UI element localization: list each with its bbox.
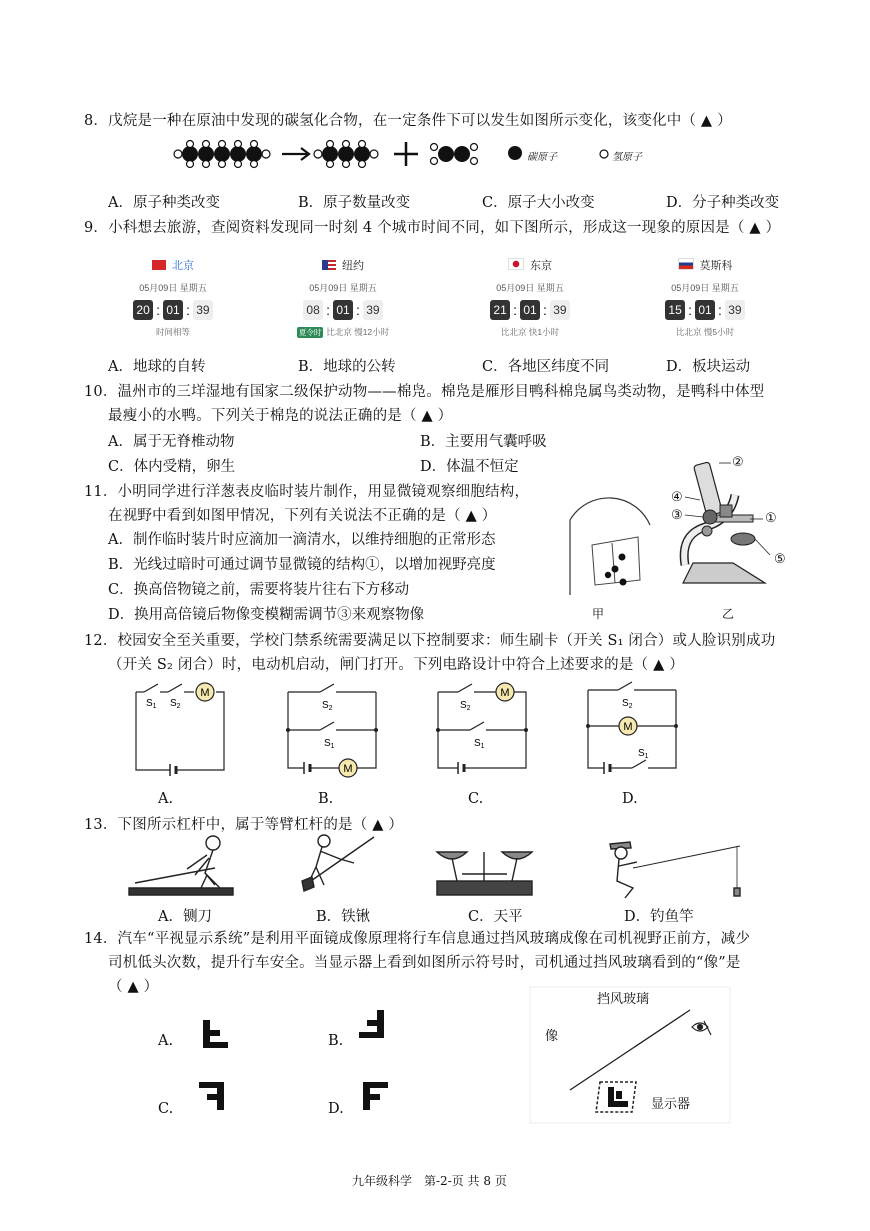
hay-cutter-image [125,833,240,901]
q10-option-b: B．主要用气囊呼吸 [420,434,547,450]
q12-option-a: A. [158,791,174,807]
eye-icon [692,1021,711,1035]
microscope-label-1: ① [765,511,777,526]
minute-digits: 01 [163,300,183,320]
q11-option-c: C．换高倍物镜之前，需要将装片往右下方移动 [108,582,410,598]
propane-molecule [314,141,378,168]
q10-line2: 最瘦小的水鸭。下列关于棉凫的说法正确的是（ ▲ ） [108,408,453,424]
motor-label: M [343,763,353,775]
microscope-diagram [655,455,800,600]
hour-digits: 08 [303,300,323,320]
ethylene-molecule [431,144,478,165]
s1-label: $S_1$ [474,738,485,750]
q12-option-b: B. [318,791,334,807]
second-digits: 39 [193,300,213,320]
q8-text: 8．戊烷是一种在原油中发现的碳氢化合物，在一定条件下可以发生如图所示变化，该变化中（ ▲ ） [84,113,732,129]
hour-digits: 21 [490,300,510,320]
second-digits: 39 [725,300,745,320]
usa-flag-icon [322,260,336,270]
q10-option-a: A．属于无脊椎动物 [108,434,235,450]
city-date: 05月09日 星期五 [139,283,207,293]
city-card-tokyo: 东京 05月09日 星期五 21 : 01 : 39 比北京 快1小时 [455,257,605,347]
image-label: 像 [545,1028,559,1043]
circuit-a [130,680,230,778]
symbol-b [357,1008,387,1040]
legend-hydrogen-label: 氢原子 [612,152,642,163]
page-footer: 九年级科学 第-2-页 共 8 页 [352,1174,507,1188]
q14-line3: （ ▲ ） [108,979,159,995]
microscope-label-2: ② [732,455,744,470]
s2-label: $S_2$ [170,698,181,710]
q8-option-b: B．原子数量改变 [298,195,411,211]
legend-carbon-label: 碳原子 [527,152,557,163]
q10-option-c: C．体内受精，卵生 [108,459,236,475]
windshield-label: 挡风玻璃 [597,991,650,1006]
q13-option-d: D．钓鱼竿 [624,909,694,925]
city-card-beijing: 北京 05月09日 星期五 20 : 01 : 39 时间相等 [98,257,248,347]
city-card-newyork: 纽约 05月09日 星期五 08 : 01 : 39 夏令时 比北京 慢12小时 [268,257,418,347]
q13-option-b: B．铁锹 [316,909,371,925]
motor-label: M [623,721,633,733]
q12-line1: 12．校园安全至关重要，学校门禁系统需要满足以下控制要求：师生刷卡（开关 S₁ 闭合）或人脸识别成功 [84,633,776,649]
hydrogen-legend-icon [600,150,608,158]
city-name: 北京 [172,260,194,272]
q14-line2: 司机低头次数，提升行车安全。当显示器上看到如图所示符号时，司机通过挡风玻璃看到的“像”是 [108,955,741,971]
symbol-d [360,1080,390,1112]
q9-option-a: A．地球的自转 [108,359,206,375]
microscope-label-3: ③ [671,508,683,523]
symbol-c [197,1080,227,1112]
city-card-moscow: 莫斯科 05月09日 星期五 15 : 01 : 39 比北京 慢5小时 [630,257,780,347]
minute-digits: 01 [333,300,353,320]
figure-b-label: 乙 [722,607,735,621]
motor-label: M [200,687,210,699]
q11-option-a: A．制作临时装片时应滴加一滴清水，以维持细胞的正常形态 [108,532,496,548]
fishing-rod-image [605,836,745,901]
hour-digits: 15 [665,300,685,320]
city-date: 05月09日 星期五 [309,283,377,293]
microscope-label-5: ⑤ [774,552,786,567]
symbol-a [200,1018,230,1050]
windshield-line [570,1010,690,1090]
q13-text: 13．下图所示杠杆中，属于等臂杠杆的是（ ▲ ） [84,817,404,833]
q9-option-c: C．各地区纬度不同 [482,359,610,375]
minute-digits: 01 [520,300,540,320]
q14-option-c: C. [158,1101,174,1117]
city-name: 东京 [530,260,552,272]
balance-scale-image [432,836,537,898]
motor-label: M [500,687,510,699]
q8-option-c: C．原子大小改变 [482,195,595,211]
display-label: 显示器 [651,1096,691,1111]
second-digits: 39 [363,300,383,320]
time-difference-note: 时间相等 [155,327,190,337]
s2-label: $S_2$ [322,700,333,712]
q9-text: 9．小科想去旅游，查阅资料发现同一时刻 4 个城市时间不同，如下图所示，形成这一现象的原因是（ ▲ ） [84,220,781,236]
q10-option-d: D．体温不恒定 [420,459,519,475]
figure-a-label: 甲 [592,607,605,621]
q10-line1: 10．温州市的三垟湿地有国家二级保护动物——棉凫。棉凫是雁形目鸭科棉凫属鸟类动物，是鸭科中体型 [84,384,765,400]
russia-flag-icon [678,258,694,270]
plus-sign [394,142,418,166]
china-flag-icon [152,260,166,270]
q14-option-d: D. [328,1101,344,1117]
s1-label: $S_1$ [324,738,335,750]
time-difference-note: 比北京 慢12小时 [326,327,390,337]
q11-line2: 在视野中看到如图甲情况，下列有关说法不正确的是（ ▲ ） [108,508,497,524]
carbon-legend-icon [508,146,522,160]
q12-option-c: C. [468,791,484,807]
q13-option-a: A．铡刀 [158,909,212,925]
city-name: 纽约 [342,260,364,272]
q14-option-b: B. [328,1033,344,1049]
second-digits: 39 [550,300,570,320]
dst-badge: 夏令时 [298,328,322,337]
q8-option-d: D．分子种类改变 [666,195,780,211]
pentane-reaction-diagram [170,135,670,173]
q9-option-d: D．板块运动 [666,359,751,375]
s2-label: $S_2$ [460,700,471,712]
shovel-image [294,833,379,901]
minute-digits: 01 [695,300,715,320]
s1-label: $S_1$ [638,748,649,760]
time-difference-note: 比北京 快1小时 [500,327,560,337]
display-symbol [608,1087,628,1107]
q12-line2: （开关 S₂ 闭合）时，电动机启动，闸门打开。下列电路设计中符合上述要求的是（ ▲ ） [108,657,684,673]
time-difference-note: 比北京 慢5小时 [675,327,735,337]
circuit-d [582,676,682,778]
q11-option-b: B．光线过暗时可通过调节显微镜的结构①，以增加视野亮度 [108,557,496,573]
q14-line1: 14．汽车“平视显示系统”是利用平面镜成像原理将行车信息通过挡风玻璃成像在司机视野正前方，减少 [84,931,751,947]
s1-label: $S_1$ [146,698,157,710]
hour-digits: 20 [133,300,153,320]
q11-option-d: D．换用高倍镜后物像变模糊需调节③来观察物像 [108,607,425,623]
s2-label: $S_2$ [622,698,633,710]
city-name: 莫斯科 [699,260,733,272]
circuit-b [282,680,382,778]
japan-flag-icon [508,258,524,270]
q11-line1: 11．小明同学进行洋葱表皮临时装片制作，用显微镜观察细胞结构， [84,484,530,500]
q9-option-b: B．地球的公转 [298,359,396,375]
q12-option-d: D. [622,791,638,807]
circuit-c [432,680,532,778]
microscope-field-of-view [560,485,660,605]
city-date: 05月09日 星期五 [671,283,739,293]
reaction-arrow [282,148,309,160]
microscope-label-4: ④ [671,490,683,505]
city-date: 05月09日 星期五 [496,283,564,293]
q13-option-c: C．天平 [468,909,523,925]
pentane-molecule [174,141,270,168]
q8-option-a: A．原子种类改变 [108,195,220,211]
q14-option-a: A. [158,1033,174,1049]
